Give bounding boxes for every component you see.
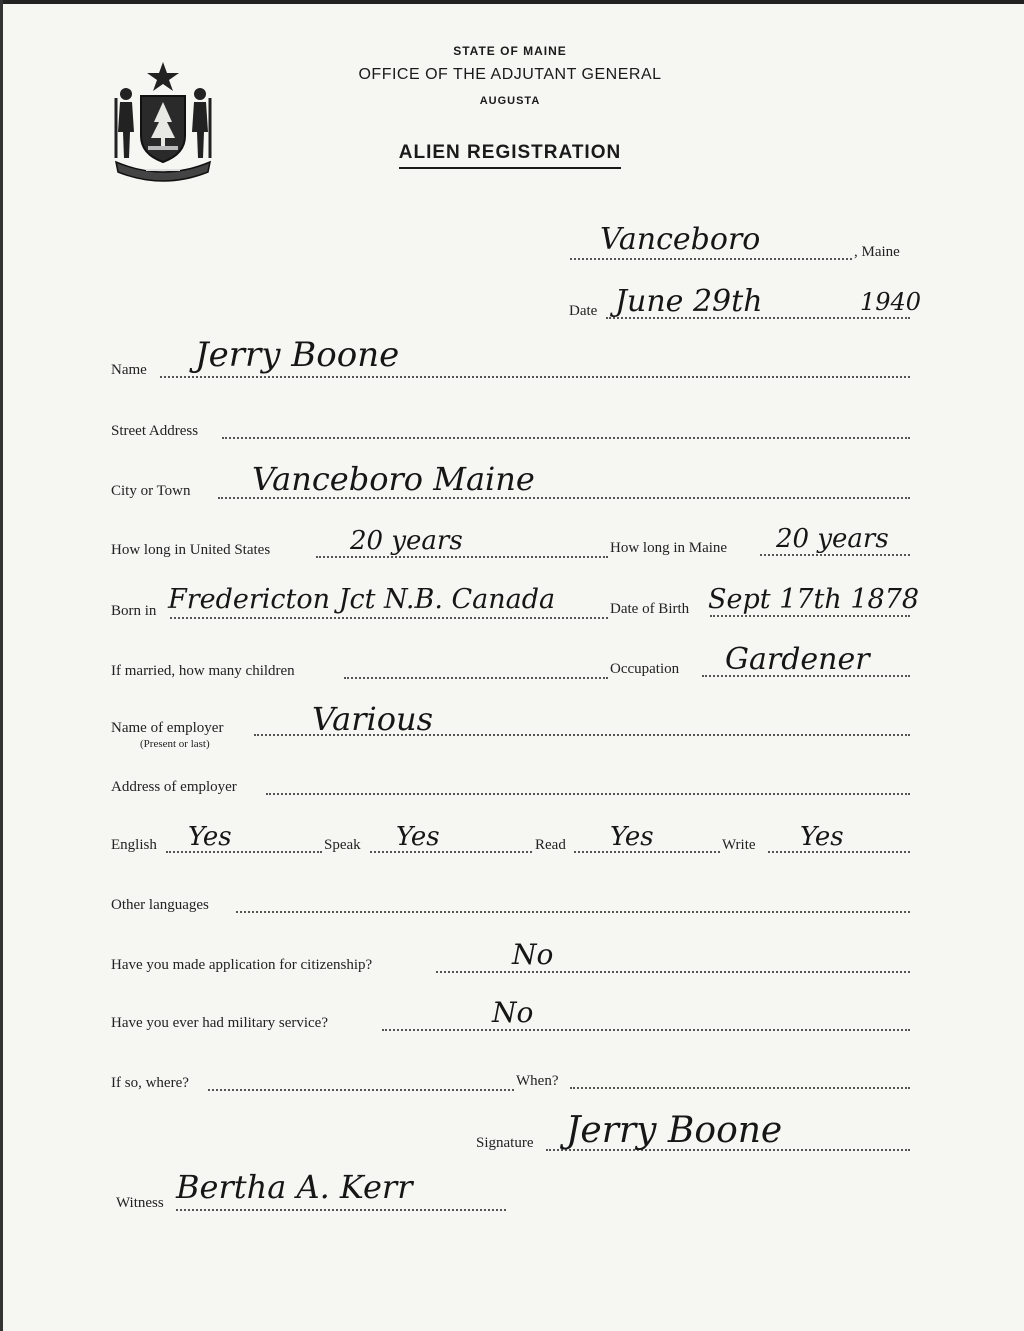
read-value: Yes bbox=[610, 822, 654, 852]
english-label: English bbox=[111, 837, 157, 853]
date-value: June 29th bbox=[615, 284, 763, 319]
employer-address-line bbox=[266, 793, 910, 795]
speak-line bbox=[370, 851, 532, 853]
form-title bbox=[300, 142, 720, 164]
place-value: Vanceboro bbox=[600, 222, 761, 257]
name-value: Jerry Boone bbox=[195, 335, 400, 375]
date-of-birth-line bbox=[710, 615, 910, 617]
english-value: Yes bbox=[188, 822, 232, 852]
witness-label: Witness bbox=[116, 1195, 164, 1211]
citizenship-label: Have you made application for citizenship? bbox=[111, 957, 373, 973]
where-label: If so, where? bbox=[111, 1075, 189, 1091]
date-year: 1940 bbox=[860, 288, 922, 316]
office-heading: OFFICE OF THE ADJUTANT GENERAL bbox=[358, 66, 662, 83]
occupation-label: Occupation bbox=[610, 661, 680, 677]
when-label: When? bbox=[516, 1073, 559, 1089]
state-seal-icon bbox=[108, 58, 218, 186]
how-long-maine-label: How long in Maine bbox=[610, 540, 728, 556]
employer-sublabel: (Present or last) bbox=[140, 738, 210, 750]
scan-edge-top bbox=[0, 0, 1024, 4]
place-line bbox=[570, 258, 852, 260]
employer-value: Various bbox=[312, 700, 434, 738]
speak-label: Speak bbox=[324, 837, 361, 853]
other-languages-label: Other languages bbox=[111, 897, 209, 913]
how-long-us-line bbox=[316, 556, 608, 558]
date-label: Date bbox=[569, 303, 598, 319]
other-languages-line bbox=[236, 911, 910, 913]
state-heading: STATE OF MAINE bbox=[453, 44, 567, 58]
place-suffix: , Maine bbox=[854, 244, 900, 260]
date-of-birth-value: Sept 17th 1878 bbox=[708, 584, 920, 615]
how-long-maine-line bbox=[760, 554, 910, 556]
signature-value: Jerry Boone bbox=[566, 1110, 783, 1151]
name-label: Name bbox=[111, 362, 147, 378]
military-label: Have you ever had military service? bbox=[111, 1015, 328, 1031]
write-label: Write bbox=[722, 837, 756, 853]
date-of-birth-label: Date of Birth bbox=[610, 601, 690, 617]
speak-value: Yes bbox=[396, 822, 440, 852]
city-label: City or Town bbox=[111, 483, 191, 499]
city-value: Vanceboro Maine bbox=[252, 460, 535, 498]
signature-label: Signature bbox=[476, 1135, 534, 1151]
children-line bbox=[344, 677, 608, 679]
citizenship-value: No bbox=[512, 938, 554, 971]
city-heading: AUGUSTA bbox=[479, 95, 541, 107]
street-address-line bbox=[222, 437, 910, 439]
occupation-value: Gardener bbox=[725, 642, 870, 677]
street-address-label: Street Address bbox=[111, 423, 199, 439]
when-line bbox=[570, 1087, 910, 1089]
form-title-text: ALIEN REGISTRATION bbox=[399, 142, 621, 169]
witness-value: Bertha A. Kerr bbox=[176, 1168, 413, 1206]
how-long-us-value: 20 years bbox=[350, 526, 463, 556]
citizenship-line bbox=[436, 971, 910, 973]
write-value: Yes bbox=[800, 822, 844, 852]
employer-label: Name of employer bbox=[111, 720, 224, 736]
where-line bbox=[208, 1089, 514, 1091]
name-line bbox=[160, 376, 910, 378]
children-label: If married, how many children bbox=[111, 663, 295, 679]
born-in-value: Fredericton Jct N.B. Canada bbox=[168, 584, 556, 615]
read-label: Read bbox=[535, 837, 566, 853]
how-long-us-label: How long in United States bbox=[111, 542, 271, 558]
employer-address-label: Address of employer bbox=[111, 779, 237, 795]
military-value: No bbox=[492, 996, 534, 1029]
born-in-label: Born in bbox=[111, 603, 157, 619]
how-long-maine-value: 20 years bbox=[776, 524, 889, 554]
military-line bbox=[382, 1029, 910, 1031]
witness-line bbox=[176, 1209, 506, 1211]
scan-edge-left bbox=[0, 0, 3, 1331]
born-in-line bbox=[170, 617, 608, 619]
